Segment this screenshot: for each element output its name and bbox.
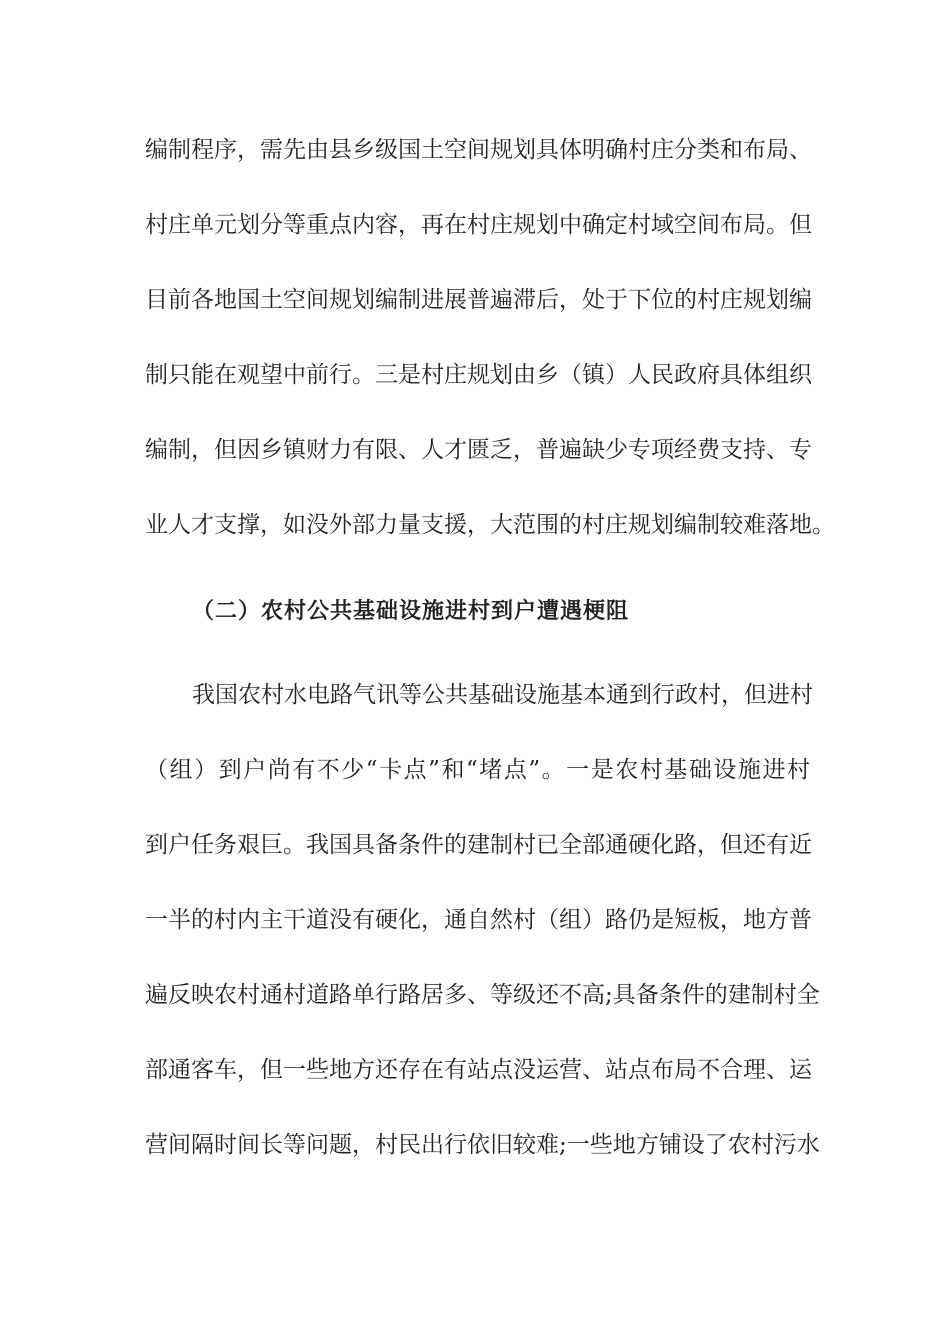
paragraph-line: 到户任务艰巨。我国具备条件的建制村已全部通硬化路，但还有近: [145, 832, 812, 858]
paragraph-line: 一半的村内主干道没有硬化，通自然村（组）路仍是短板，地方普: [145, 907, 812, 933]
paragraph-line: 编制程序，需先由县乡级国土空间规划具体明确村庄分类和布局、: [145, 137, 812, 163]
paragraph-line: 遍反映农村通村道路单行路居多、等级还不高;具备条件的建制村全: [145, 982, 820, 1008]
paragraph-line: 业人才支撑，如没外部力量支援，大范围的村庄规划编制较难落地。: [145, 512, 835, 538]
paragraph-line: 我国农村水电路气讯等公共基础设施基本通到行政村，但进村: [192, 682, 813, 708]
paragraph-line: 目前各地国土空间规划编制进展普遍滞后，处于下位的村庄规划编: [145, 287, 812, 313]
paragraph-line: 营间隔时间长等问题，村民出行依旧较难;一些地方铺设了农村污水: [145, 1132, 820, 1158]
paragraph-line: （组）到户尚有不少“卡点”和“堵点”。一是农村基础设施进村: [145, 757, 810, 783]
section-heading: （二）农村公共基础设施进村到户遭遇梗阻: [192, 599, 630, 624]
paragraph-line: 部通客车，但一些地方还存在有站点没运营、站点布局不合理、运: [145, 1057, 812, 1083]
paragraph-line: 村庄单元划分等重点内容，再在村庄规划中确定村域空间布局。但: [145, 212, 812, 238]
paragraph-line: 编制，但因乡镇财力有限、人才匮乏，普遍缺少专项经费支持、专: [145, 437, 812, 463]
paragraph-line: 制只能在观望中前行。三是村庄规划由乡（镇）人民政府具体组织: [145, 362, 812, 388]
